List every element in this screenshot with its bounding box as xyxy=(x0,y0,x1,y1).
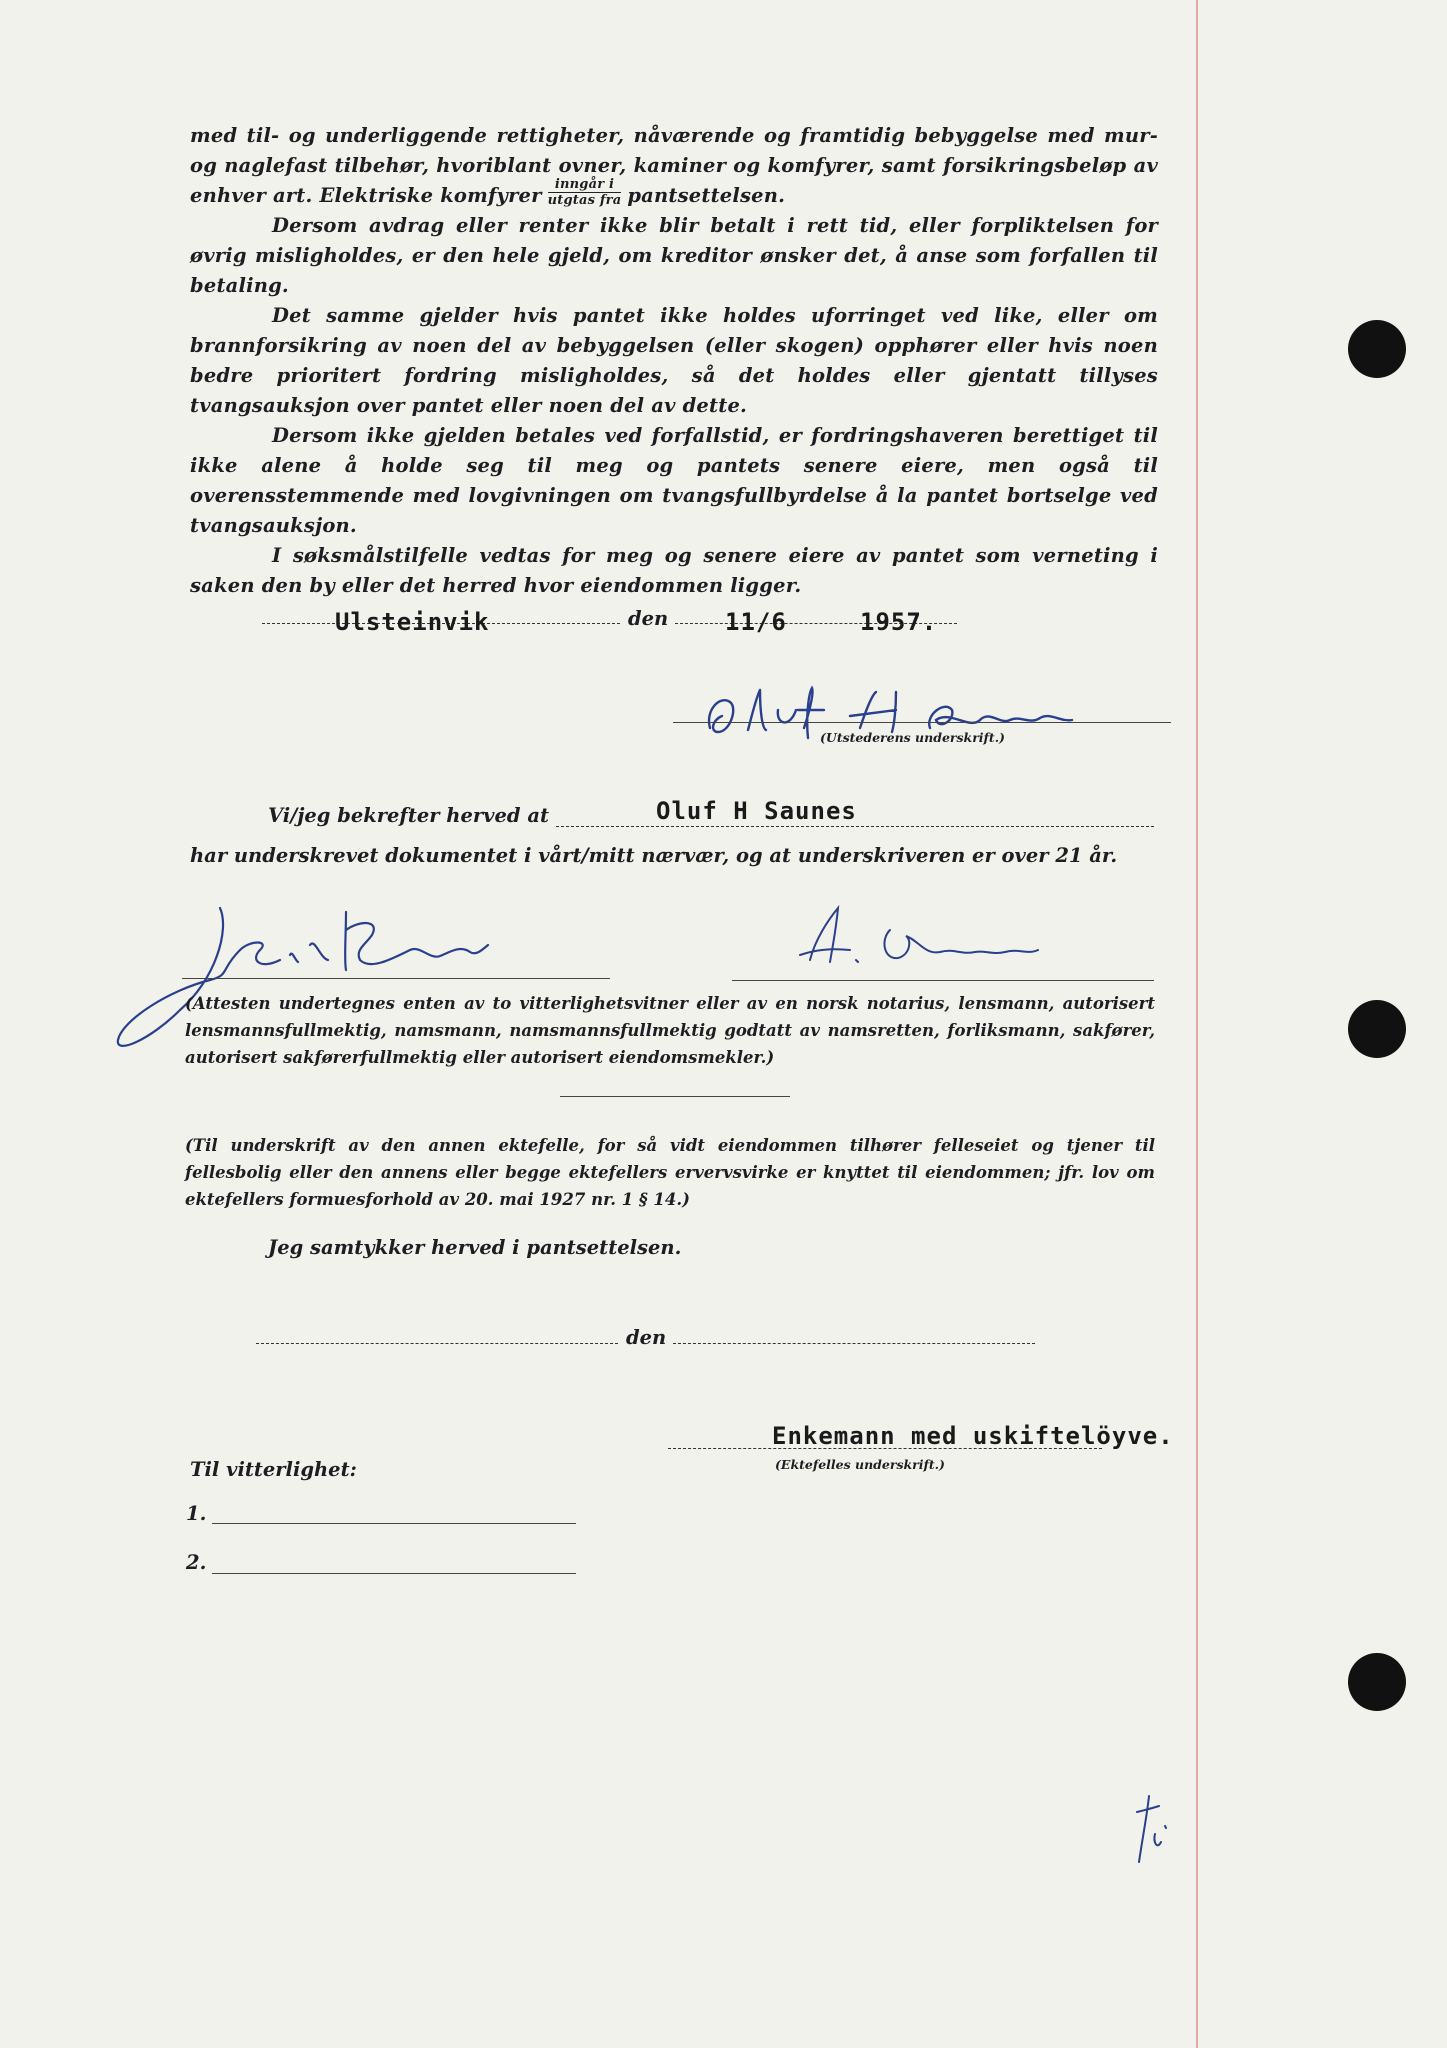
witness-line-1 xyxy=(212,1523,576,1524)
spouse-text: Enkemann med uskiftelöyve. xyxy=(772,1422,1174,1450)
paragraph-rights: med til- og underliggende rettigheter, nåværende og framtidig bebyggelse med mur- og naglefast tilbehør, hvoriblant ovner, kaminer og komfyrer, samt forsikringsbeløp av enhver art. Elektriske komfyrer $\frac{\text{inngår i}}{\text{utgtas fra}}$ pantsettelsen. xyxy=(190,124,1158,208)
den-label: den xyxy=(628,607,669,630)
paragraph-due: Dersom ikke gjelden betales ved forfallstid, er fordringshaveren berettiget til ikke alene å holde seg til meg og pantets senere eiere, men også til overensstemmende med lovgivningen om tvangsfullbyrdelse å la pantet bortselge ved tvangsauksjon. xyxy=(190,424,1158,537)
punch-hole xyxy=(1348,320,1406,378)
initials-mark xyxy=(1125,1790,1175,1870)
punch-hole xyxy=(1348,1653,1406,1711)
witness-num-2: 2. xyxy=(186,1551,207,1574)
den-label-2: den xyxy=(626,1326,667,1349)
spouse-signature-line xyxy=(668,1448,1102,1449)
fraction-choice: $\frac{\text{inngår i}}{\text{utgtas fra}}$ xyxy=(547,177,622,208)
date-value: 11/6 xyxy=(725,608,787,636)
attest-note: (Attesten undertegnes enten av to vitterlighetsvitner eller av en norsk notarius, lensmann, autorisert lensmannsfullmektig, namsmann, namsmannsfullmektig godtatt av namsretten, forliksmann, sakfører, autorisert sakførerfullmektig eller autorisert eiendomsmekler.) xyxy=(185,994,1155,1067)
spouse-caption: (Ektefelles underskrift.) xyxy=(775,1457,945,1472)
date-line-2 xyxy=(673,1343,1035,1344)
place-value: Ulsteinvik xyxy=(335,608,490,636)
body-text xyxy=(190,121,1158,601)
separator-line xyxy=(560,1096,790,1097)
paragraph-venue: I søksmålstilfelle vedtas for meg og senere eiere av pantet som verneting i saken den by eller det herred hvor eiendommen ligger. xyxy=(190,544,1158,597)
confirm-prefix: Vi/jeg bekrefter herved at xyxy=(268,804,549,827)
confirm-suffix: har underskrevet dokumentet i vårt/mitt nærvær, og at underskriveren er over 21 år. xyxy=(190,844,1118,867)
witness-line-2 xyxy=(212,1573,576,1574)
place-line-2 xyxy=(256,1343,618,1344)
punch-hole xyxy=(1348,1000,1406,1058)
witness-heading: Til vitterlighet: xyxy=(190,1458,357,1481)
consent-text: Jeg samtykker herved i pantsettelsen. xyxy=(268,1236,682,1259)
paragraph-default: Dersom avdrag eller renter ikke blir betalt i rett tid, eller forpliktelsen for øvrig misligholdes, er den hele gjeld, om kreditor ønsker det, å anse som forfallen til betaling. xyxy=(190,214,1158,297)
issuer-caption: (Utstederens underskrift.) xyxy=(820,730,1005,745)
margin-line xyxy=(1196,0,1198,2048)
spouse-note: (Til underskrift av den annen ektefelle, for så vidt eiendommen tilhører felleseiet og tjener til fellesbolig eller den annens eller begge ektefellers ervervsvirke er knyttet til eiendommen; jfr. lov om ektefellers formuesforhold av 20. mai 1927 nr. 1 § 14.) xyxy=(185,1136,1155,1209)
paragraph-maintenance: Det samme gjelder hvis pantet ikke holdes uforringet ved like, eller om brannforsikring av noen del av bebyggelsen (eller skogen) opphører eller hvis noen bedre prioritert fordring misligholdes, så det holdes eller gjentatt tillyses tvangsauksjon over pantet eller noen del av dette. xyxy=(190,304,1158,417)
witness2-line xyxy=(732,980,1154,981)
year-value: 1957. xyxy=(860,608,938,636)
witness-num-1: 1. xyxy=(186,1502,207,1525)
issuer-signature-line xyxy=(673,722,1171,723)
confirm-name: Oluf H Saunes xyxy=(656,797,857,825)
witness1-line xyxy=(182,978,610,979)
witness2-signature xyxy=(780,900,1080,980)
confirm-name-line xyxy=(556,826,1154,827)
